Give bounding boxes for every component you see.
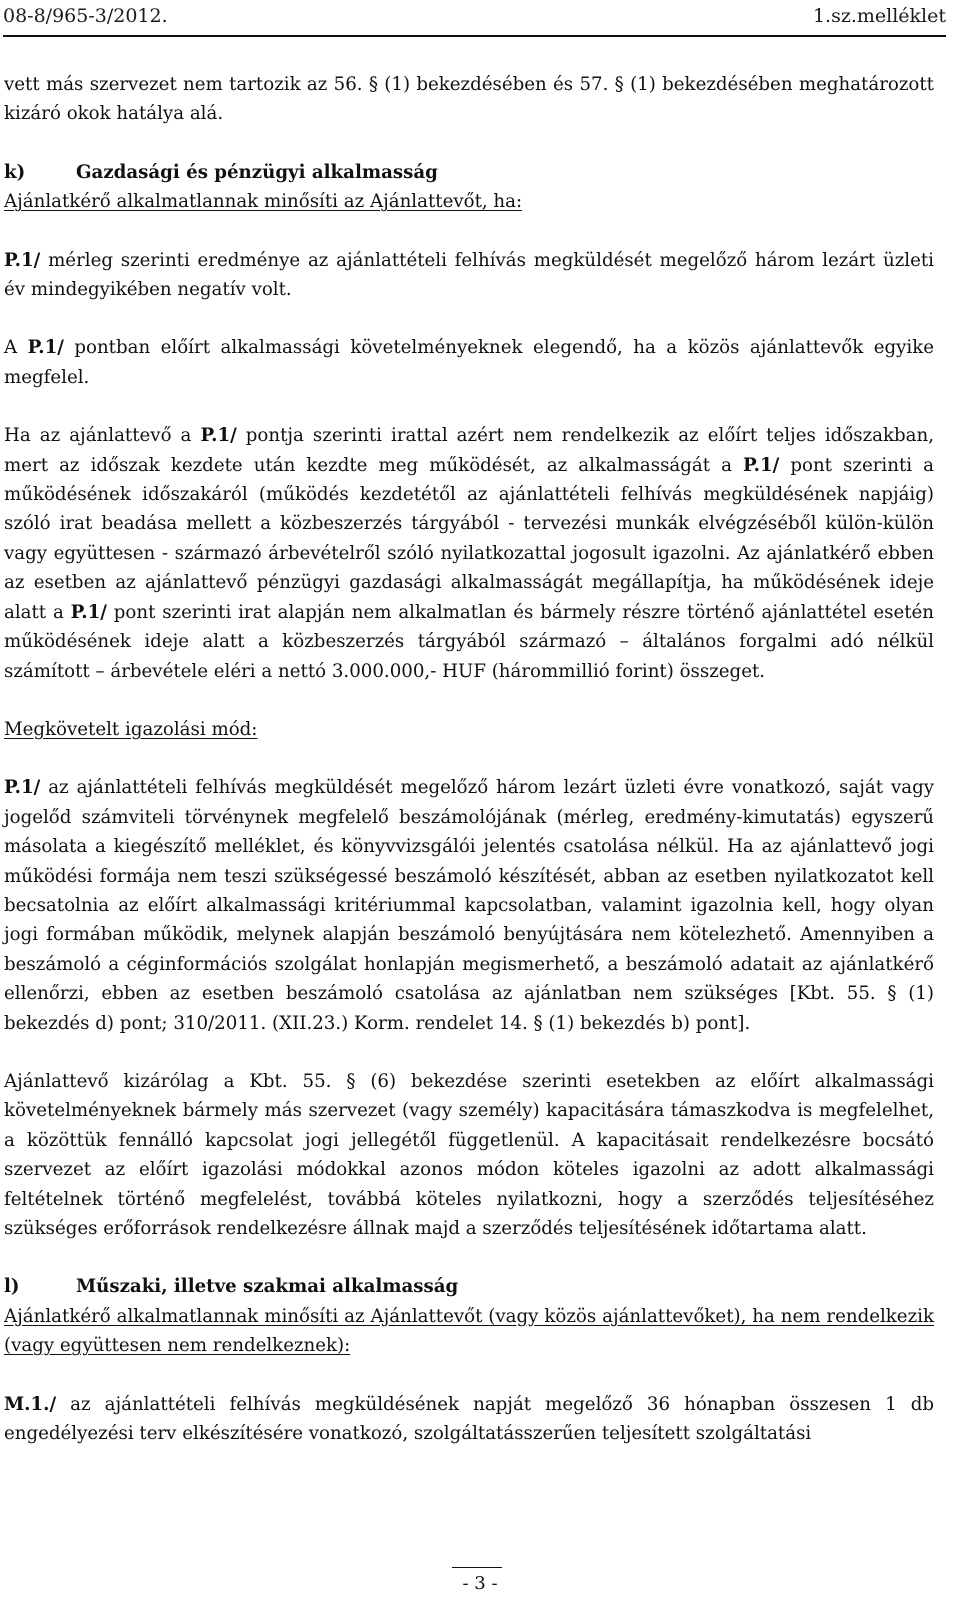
- p2-prefix: A: [4, 337, 28, 359]
- p1-code: P.1/: [4, 249, 41, 271]
- document-body: [4, 70, 934, 1448]
- p3-code-2: P.1/: [743, 454, 780, 476]
- p3-text-2: pont szerinti a működésének időszakáról (működés kezdetétől az ajánlattételi felhívás megküldésének napjáig) szóló irat beadása mellett a közbeszerzés tárgyából - tervezési munkák elvégzéséből külön-külön vagy együttesen - származó árbevételről szóló nyilatkozattal jogosult igazolni. Az ajánlatkérő ebben az esetben az ajánlattevő pénzügyi gazdasági alkalmasságát megállapítja, ha működésének ideje alatt a: [4, 454, 934, 623]
- p3-text-3: pont szerinti irat alapján nem alkalmatlan és bármely részre történő ajánlattétel esetén működésének ideje alatt a közbeszerzés tárgyából származó – általános forgalmi adó nélkül számított – árbevétele eléri a nettó 3.000.000,- HUF (hárommillió forint) összeget.: [4, 601, 934, 682]
- intro-paragraph: vett más szervezet nem tartozik az 56. § (1) bekezdésében és 57. § (1) bekezdésében meghatározott kizáró okok hatálya alá.: [4, 74, 934, 125]
- page-header: [3, 5, 946, 31]
- m1-paragraph: [4, 1390, 934, 1449]
- section-l-subtitle: Ajánlatkérő alkalmatlannak minősíti az Ajánlattevőt (vagy közös ajánlattevőket), ha nem rendelkezik (vagy együttesen nem rendelkeznek):: [4, 1305, 934, 1357]
- p3-text-1: pontja szerinti irattal azért nem rendelkezik az előírt teljes időszakban, mert az időszak kezdete után kezdte meg működését, az alkalmasságát a: [4, 425, 935, 476]
- p3-code-1: P.1/: [200, 425, 237, 447]
- section-k-label: k): [4, 161, 26, 183]
- p1-proof-paragraph: [4, 773, 934, 1038]
- p2-text: pontban előírt alkalmassági követelményeknek elegendő, ha a közös ajánlattevők egyike megfelel.: [4, 337, 935, 388]
- page-number: - 3 -: [462, 1573, 498, 1594]
- p4-code: P.1/: [4, 777, 41, 799]
- m1-code: M.1./: [4, 1393, 57, 1415]
- p1-paragraph: [4, 246, 934, 305]
- capacity-paragraph: Ajánlattevő kizárólag a Kbt. 55. § (6) bekezdése szerinti esetekben az előírt alkalmassági követelményeknek bármely más szervezet (vagy személy) kapacitására támaszkodva is megfelelhet, a közöttük fennálló kapcsolat jogi jellegétől függetlenül. A kapacitásait rendelkezésre bocsátó szervezet az előírt igazolási módokkal azonos módon köteles igazolni az adott alkalmassági feltételnek történő megfelelést, továbbá köteles nyilatkozni, hogy a szerződés teljesítéséhez szükséges erőforrások rendelkezésre állnak majd a szerződés teljesítésének időtartama alatt.: [4, 1070, 934, 1239]
- document-reference: 08-8/965-3/2012.: [3, 5, 168, 27]
- section-k-heading: [4, 158, 934, 187]
- p3-prefix: Ha az ajánlattevő a: [4, 425, 201, 447]
- section-k-title: Gazdasági és pénzügyi alkalmasság: [76, 161, 438, 183]
- proof-method-title: Megkövetelt igazolási mód:: [4, 718, 258, 740]
- p4-text: az ajánlattételi felhívás megküldését megelőző három lezárt üzleti évre vonatkozó, saját vagy jogelőd számviteli törvénynek megfelelő beszámolójának (mérleg, eredmény-kimutatás) egyszerű másolata a kiegészítő melléklet, és könyvvizsgálói jelentés csatolása nélkül. Ha az ajánlattevő jogi működési formája nem teszi szükségessé beszámoló készítését, abban az esetben nyilatkozatot kell becsatolnia az előírt alkalmassági kritériummal kapcsolatban, valamint igazolnia kell, hogy olyan jogi formában működik, melynek alapján beszámoló benyújtására nem kötelezhető. Amennyiben a beszámoló a céginformációs szolgálat honlapján megismerhető, a beszámoló adatait az ajánlatkérő ellenőrzi, ebben az esetben beszámoló csatolása az ajánlatban nem szükséges [Kbt. 55. § (1) bekezdés d) pont; 310/2011. (XII.23.) Korm. rendelet 14. § (1) bekezdés b) pont].: [4, 777, 934, 1034]
- section-l-label: l): [4, 1276, 20, 1298]
- p3-code-3: P.1/: [70, 601, 107, 623]
- header-divider: [3, 35, 946, 37]
- p1-text: mérleg szerinti eredménye az ajánlattételi felhívás megküldését megelőző három lezárt üzleti év mindegyikében negatív volt.: [4, 249, 934, 301]
- annex-label: 1.sz.melléklet: [812, 5, 946, 27]
- section-l-title: Műszaki, illetve szakmai alkalmasság: [76, 1276, 459, 1298]
- m1-text: az ajánlattételi felhívás megküldésének napját megelőző 36 hónapban összesen 1 db engedélyezési terv elkészítésére vonatkozó, szolgáltatásszerűen teljesített szolgáltatási: [4, 1393, 934, 1445]
- section-l-heading: [4, 1272, 934, 1301]
- p1-joint-paragraph: [4, 333, 934, 392]
- p1-startup-paragraph: [4, 421, 934, 686]
- p2-code: P.1/: [27, 337, 64, 359]
- section-k-subtitle: Ajánlatkérő alkalmatlannak minősíti az Ajánlattevőt, ha:: [4, 191, 523, 213]
- footer-divider: [452, 1567, 502, 1568]
